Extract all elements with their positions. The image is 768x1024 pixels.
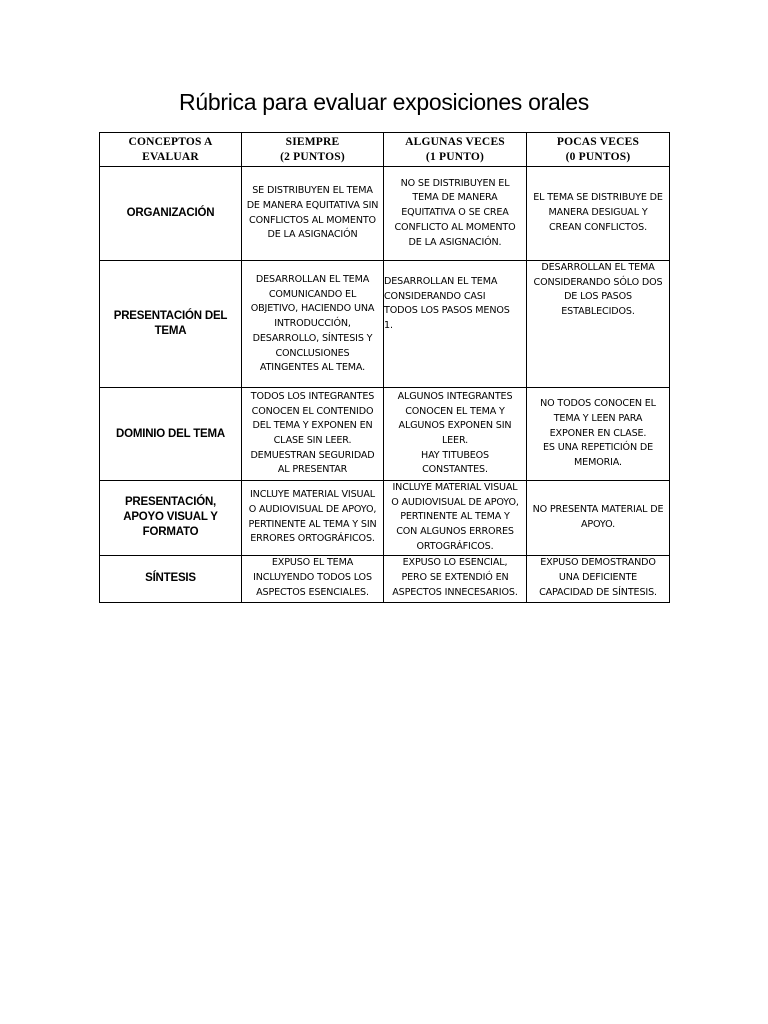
page-title: Rúbrica para evaluar exposiciones orales	[179, 89, 589, 115]
criterion-line: PRESENTACIÓN DEL	[113, 310, 228, 322]
descriptor-cell-siempre	[242, 555, 384, 602]
descriptor-line: DEMUESTRAN SEGURIDAD	[250, 449, 375, 461]
descriptor-line: EQUITATIVA O SE CREA	[401, 207, 509, 219]
descriptor-line: NO SE DISTRIBUYEN EL	[400, 177, 510, 189]
criterion-line: ORGANIZACIÓN	[126, 207, 215, 219]
descriptor-line: CONFLICTOS AL MOMENTO	[249, 214, 376, 226]
descriptor-line: DE LA ASIGNACIÓN.	[408, 236, 502, 248]
descriptor-line: NO TODOS CONOCEN EL	[540, 398, 656, 410]
descriptor-line: CONOCEN EL TEMA Y	[405, 405, 505, 417]
descriptor-line: DE MANERA EQUITATIVA SIN	[246, 199, 379, 211]
header-line: (2 PUNTOS)	[280, 150, 345, 163]
descriptor-line: CONSIDERANDO CASI	[384, 290, 486, 302]
descriptor-line: ALGUNOS INTEGRANTES	[397, 390, 513, 402]
descriptor-line: TEMA DE MANERA	[412, 192, 498, 204]
criterion-cell	[100, 167, 242, 261]
criterion-cell	[100, 481, 242, 556]
descriptor-line: UNA DEFICIENTE	[558, 572, 638, 584]
descriptor-line: AL PRESENTAR	[277, 464, 348, 476]
descriptor-line: INCLUYENDO TODOS LOS	[253, 572, 372, 584]
rubric-body	[100, 167, 670, 603]
descriptor-line: CONSIDERANDO SÓLO DOS	[533, 276, 663, 288]
descriptor-line: DE LA ASIGNACIÓN	[267, 229, 358, 241]
header-line: (0 PUNTOS)	[565, 150, 631, 163]
header-siempre	[242, 133, 384, 167]
header-pocas-veces	[527, 133, 670, 167]
descriptor-line: APOYO.	[580, 518, 616, 530]
descriptor-line: ASPECTOS INNECESARIOS.	[392, 586, 518, 598]
descriptor-line: CLASE SIN LEER.	[273, 435, 352, 446]
criterion-line: FORMATO	[142, 526, 199, 539]
descriptor-line: DESARROLLAN EL TEMA	[255, 274, 370, 285]
descriptor-line: CONOCEN EL CONTENIDO	[251, 405, 374, 417]
descriptor-line: MEMORIA.	[574, 457, 622, 469]
descriptor-line: DESARROLLO, SÍNTESIS Y	[252, 332, 373, 344]
criterion-cell	[100, 555, 242, 602]
criterion-line: TEMA	[154, 325, 187, 337]
header-line: POCAS VECES	[556, 135, 640, 148]
descriptor-cell-algunas	[384, 388, 527, 481]
descriptor-line: CONFLICTO AL MOMENTO	[394, 221, 516, 233]
descriptor-line: EL TEMA SE DISTRIBUYE DE	[533, 192, 663, 204]
descriptor-line: EXPUSO DEMOSTRANDO	[540, 557, 656, 569]
descriptor-cell-siempre	[242, 481, 384, 556]
descriptor-line: COMUNICANDO EL	[268, 288, 357, 300]
descriptor-line: SE DISTRIBUYEN EL TEMA	[252, 185, 373, 197]
descriptor-line: ORTOGRÁFICOS.	[416, 540, 494, 552]
descriptor-cell-pocas	[527, 261, 670, 388]
descriptor-line: CONSTANTES.	[422, 464, 488, 476]
rubric-table	[99, 132, 670, 603]
descriptor-line: PERO SE EXTENDIÓ EN	[401, 572, 509, 584]
descriptor-cell-algunas	[384, 481, 527, 556]
table-row	[100, 481, 670, 556]
descriptor-line: 1.	[384, 320, 393, 332]
descriptor-line: INTRODUCCIÓN,	[274, 318, 351, 330]
descriptor-line: CON ALGUNOS ERRORES	[396, 526, 514, 538]
descriptor-line: NO PRESENTA MATERIAL DE	[532, 504, 664, 516]
descriptor-line: PERTINENTE AL TEMA Y	[400, 511, 510, 523]
descriptor-line: DE LOS PASOS	[564, 291, 632, 303]
table-row	[100, 555, 670, 602]
header-line: CONCEPTOS A	[128, 135, 213, 148]
descriptor-cell-algunas	[384, 261, 527, 388]
descriptor-line: OBJETIVO, HACIENDO UNA	[250, 303, 375, 315]
descriptor-line: O AUDIOVISUAL DE APOYO,	[248, 504, 377, 516]
descriptor-cell-algunas	[384, 555, 527, 602]
header-line: ALGUNAS VECES	[405, 135, 505, 148]
descriptor-line: HAY TITUBEOS	[421, 449, 489, 461]
descriptor-line: ESTABLECIDOS.	[561, 306, 635, 318]
criterion-cell	[100, 388, 242, 481]
descriptor-cell-siempre	[242, 167, 384, 261]
descriptor-cell-pocas	[527, 388, 670, 481]
criterion-line: SÍNTESIS	[145, 572, 196, 585]
header-line: SIEMPRE	[285, 135, 340, 148]
descriptor-line: TODOS LOS PASOS MENOS	[384, 305, 510, 317]
descriptor-line: EXPONER EN CLASE.	[549, 427, 647, 439]
descriptor-line: TODOS LOS INTEGRANTES	[250, 390, 375, 402]
descriptor-cell-siempre	[242, 261, 384, 388]
descriptor-line: PERTINENTE AL TEMA Y SIN	[248, 518, 377, 530]
descriptor-line: ES UNA REPETICIÓN DE	[542, 442, 654, 454]
header-line: EVALUAR	[142, 150, 199, 163]
descriptor-line: CREAN CONFLICTOS.	[548, 221, 648, 233]
descriptor-line: INCLUYE MATERIAL VISUAL	[392, 482, 518, 493]
descriptor-line: CONCLUSIONES	[275, 347, 350, 359]
header-line: (1 PUNTO)	[425, 150, 485, 163]
descriptor-line: EXPUSO LO ESENCIAL,	[402, 557, 508, 569]
table-row	[100, 167, 670, 261]
descriptor-line: ALGUNOS EXPONEN SIN	[398, 420, 512, 432]
descriptor-line: CAPACIDAD DE SÍNTESIS.	[539, 586, 657, 598]
descriptor-line: TEMA Y LEEN PARA	[553, 412, 643, 424]
criterion-cell	[100, 261, 242, 388]
descriptor-line: EXPUSO EL TEMA	[271, 557, 354, 569]
table-row	[100, 388, 670, 481]
descriptor-cell-pocas	[527, 555, 670, 602]
descriptor-cell-pocas	[527, 481, 670, 556]
descriptor-line: DEL TEMA Y EXPONEN EN	[252, 420, 373, 432]
descriptor-cell-pocas	[527, 167, 670, 261]
criterion-line: APOYO VISUAL Y	[123, 511, 218, 524]
table-row	[100, 261, 670, 388]
descriptor-line: LEER.	[441, 435, 469, 446]
descriptor-cell-siempre	[242, 388, 384, 481]
descriptor-line: ATINGENTES AL TEMA.	[259, 362, 366, 374]
descriptor-line: DESARROLLAN EL TEMA	[384, 276, 498, 287]
descriptor-line: ASPECTOS ESENCIALES.	[256, 586, 369, 598]
descriptor-line: O AUDIOVISUAL DE APOYO,	[391, 496, 519, 508]
criterion-line: PRESENTACIÓN,	[124, 496, 217, 509]
descriptor-line: DESARROLLAN EL TEMA	[541, 262, 655, 273]
descriptor-cell-algunas	[384, 167, 527, 261]
header-conceptos	[100, 133, 242, 167]
descriptor-line: INCLUYE MATERIAL VISUAL	[250, 489, 375, 501]
descriptor-line: ERRORES ORTOGRÁFICOS.	[250, 533, 375, 545]
header-algunas-veces	[384, 133, 527, 167]
header-row	[100, 133, 670, 167]
descriptor-line: MANERA DESIGUAL Y	[548, 207, 648, 219]
criterion-line: DOMINIO DEL TEMA	[115, 427, 226, 440]
